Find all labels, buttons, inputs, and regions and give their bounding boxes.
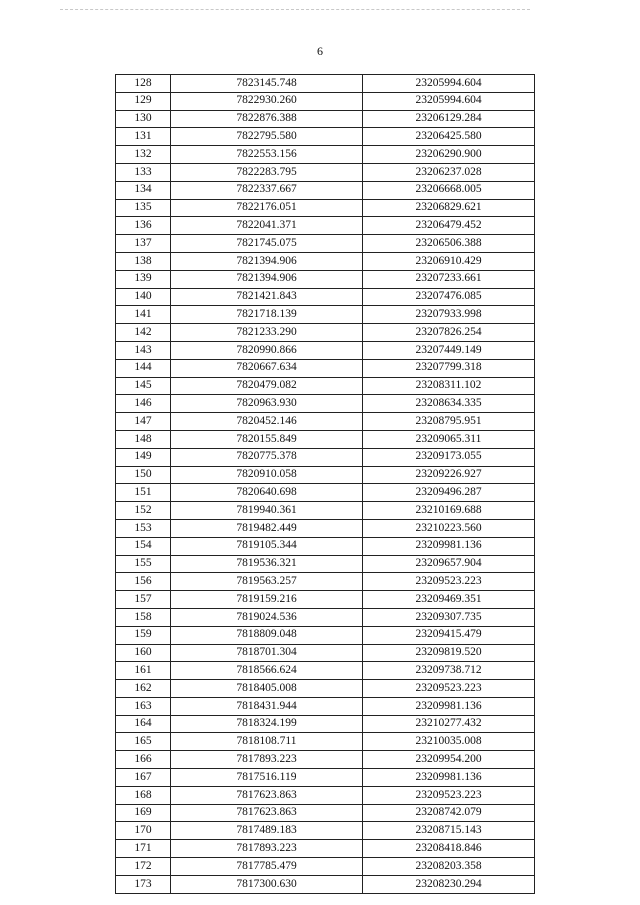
table-row <box>116 715 535 733</box>
x-coordinate-cell: 7820963.930 <box>171 395 363 413</box>
x-coordinate-cell: 7819563.257 <box>171 573 363 591</box>
table-row <box>116 555 535 573</box>
y-coordinate-cell: 23209415.479 <box>363 626 535 644</box>
y-coordinate-cell: 23205994.604 <box>363 75 535 93</box>
table-row <box>116 413 535 431</box>
x-coordinate-cell: 7822553.156 <box>171 146 363 164</box>
x-coordinate-cell: 7821421.843 <box>171 288 363 306</box>
point-number-cell: 163 <box>116 697 171 715</box>
y-coordinate-cell: 23209981.136 <box>363 769 535 787</box>
y-coordinate-cell: 23208634.335 <box>363 395 535 413</box>
x-coordinate-cell: 7820479.082 <box>171 377 363 395</box>
y-coordinate-cell: 23209657.904 <box>363 555 535 573</box>
x-coordinate-cell: 7821394.906 <box>171 270 363 288</box>
y-coordinate-cell: 23206668.005 <box>363 181 535 199</box>
table-row <box>116 484 535 502</box>
x-coordinate-cell: 7818701.304 <box>171 644 363 662</box>
y-coordinate-cell: 23209469.351 <box>363 591 535 609</box>
x-coordinate-cell: 7820640.698 <box>171 484 363 502</box>
point-number-cell: 152 <box>116 502 171 520</box>
point-number-cell: 154 <box>116 537 171 555</box>
point-number-cell: 162 <box>116 680 171 698</box>
point-number-cell: 164 <box>116 715 171 733</box>
y-coordinate-cell: 23207233.661 <box>363 270 535 288</box>
x-coordinate-cell: 7820910.058 <box>171 466 363 484</box>
table-row <box>116 430 535 448</box>
point-number-cell: 172 <box>116 858 171 876</box>
point-number-cell: 168 <box>116 786 171 804</box>
y-coordinate-cell: 23206290.900 <box>363 146 535 164</box>
y-coordinate-cell: 23209738.712 <box>363 662 535 680</box>
table-row <box>116 591 535 609</box>
x-coordinate-cell: 7819024.536 <box>171 608 363 626</box>
x-coordinate-cell: 7822283.795 <box>171 163 363 181</box>
x-coordinate-cell: 7817623.863 <box>171 804 363 822</box>
point-number-cell: 161 <box>116 662 171 680</box>
table-row <box>116 875 535 893</box>
y-coordinate-cell: 23206479.452 <box>363 217 535 235</box>
point-number-cell: 134 <box>116 181 171 199</box>
point-number-cell: 133 <box>116 163 171 181</box>
point-number-cell: 142 <box>116 324 171 342</box>
y-coordinate-cell: 23209173.055 <box>363 448 535 466</box>
y-coordinate-cell: 23209523.223 <box>363 680 535 698</box>
x-coordinate-cell: 7821394.906 <box>171 252 363 270</box>
table-row <box>116 822 535 840</box>
table-row <box>116 199 535 217</box>
scan-artifact-line <box>60 9 530 10</box>
y-coordinate-cell: 23206829.621 <box>363 199 535 217</box>
point-number-cell: 130 <box>116 110 171 128</box>
point-number-cell: 166 <box>116 751 171 769</box>
point-number-cell: 146 <box>116 395 171 413</box>
point-number-cell: 140 <box>116 288 171 306</box>
y-coordinate-cell: 23209307.735 <box>363 608 535 626</box>
point-number-cell: 157 <box>116 591 171 609</box>
coordinates-table <box>115 74 535 894</box>
table-row <box>116 537 535 555</box>
point-number-cell: 165 <box>116 733 171 751</box>
table-row <box>116 92 535 110</box>
x-coordinate-cell: 7819940.361 <box>171 502 363 520</box>
point-number-cell: 160 <box>116 644 171 662</box>
table-row <box>116 377 535 395</box>
y-coordinate-cell: 23208311.102 <box>363 377 535 395</box>
x-coordinate-cell: 7819536.321 <box>171 555 363 573</box>
table-row <box>116 359 535 377</box>
x-coordinate-cell: 7822876.388 <box>171 110 363 128</box>
y-coordinate-cell: 23209523.223 <box>363 786 535 804</box>
x-coordinate-cell: 7820990.866 <box>171 341 363 359</box>
point-number-cell: 132 <box>116 146 171 164</box>
y-coordinate-cell: 23208742.079 <box>363 804 535 822</box>
point-number-cell: 171 <box>116 840 171 858</box>
y-coordinate-cell: 23209981.136 <box>363 697 535 715</box>
table-row <box>116 769 535 787</box>
table-row <box>116 448 535 466</box>
table-row <box>116 751 535 769</box>
y-coordinate-cell: 23208715.143 <box>363 822 535 840</box>
point-number-cell: 150 <box>116 466 171 484</box>
table-row <box>116 608 535 626</box>
x-coordinate-cell: 7819105.344 <box>171 537 363 555</box>
point-number-cell: 153 <box>116 519 171 537</box>
x-coordinate-cell: 7818108.711 <box>171 733 363 751</box>
point-number-cell: 144 <box>116 359 171 377</box>
y-coordinate-cell: 23209496.287 <box>363 484 535 502</box>
table-row <box>116 804 535 822</box>
table-row <box>116 840 535 858</box>
point-number-cell: 131 <box>116 128 171 146</box>
x-coordinate-cell: 7818566.624 <box>171 662 363 680</box>
point-number-cell: 135 <box>116 199 171 217</box>
y-coordinate-cell: 23207476.085 <box>363 288 535 306</box>
point-number-cell: 136 <box>116 217 171 235</box>
y-coordinate-cell: 23209819.520 <box>363 644 535 662</box>
table-row <box>116 235 535 253</box>
y-coordinate-cell: 23209954.200 <box>363 751 535 769</box>
x-coordinate-cell: 7817785.479 <box>171 858 363 876</box>
y-coordinate-cell: 23209226.927 <box>363 466 535 484</box>
table-row <box>116 288 535 306</box>
y-coordinate-cell: 23206129.284 <box>363 110 535 128</box>
x-coordinate-cell: 7820775.378 <box>171 448 363 466</box>
table-row <box>116 626 535 644</box>
y-coordinate-cell: 23207933.998 <box>363 306 535 324</box>
x-coordinate-cell: 7822041.371 <box>171 217 363 235</box>
table-row <box>116 146 535 164</box>
x-coordinate-cell: 7820452.146 <box>171 413 363 431</box>
y-coordinate-cell: 23209981.136 <box>363 537 535 555</box>
y-coordinate-cell: 23207449.149 <box>363 341 535 359</box>
x-coordinate-cell: 7817893.223 <box>171 751 363 769</box>
x-coordinate-cell: 7817623.863 <box>171 786 363 804</box>
x-coordinate-cell: 7823145.748 <box>171 75 363 93</box>
y-coordinate-cell: 23208418.846 <box>363 840 535 858</box>
point-number-cell: 167 <box>116 769 171 787</box>
y-coordinate-cell: 23205994.604 <box>363 92 535 110</box>
table-row <box>116 252 535 270</box>
table-row <box>116 128 535 146</box>
x-coordinate-cell: 7822795.580 <box>171 128 363 146</box>
table-row <box>116 217 535 235</box>
y-coordinate-cell: 23206506.388 <box>363 235 535 253</box>
table-row <box>116 502 535 520</box>
table-row <box>116 270 535 288</box>
x-coordinate-cell: 7817489.183 <box>171 822 363 840</box>
table-row <box>116 644 535 662</box>
y-coordinate-cell: 23208230.294 <box>363 875 535 893</box>
point-number-cell: 128 <box>116 75 171 93</box>
y-coordinate-cell: 23210277.432 <box>363 715 535 733</box>
point-number-cell: 149 <box>116 448 171 466</box>
point-number-cell: 170 <box>116 822 171 840</box>
point-number-cell: 143 <box>116 341 171 359</box>
point-number-cell: 129 <box>116 92 171 110</box>
point-number-cell: 155 <box>116 555 171 573</box>
table-row <box>116 680 535 698</box>
table-row <box>116 786 535 804</box>
x-coordinate-cell: 7819159.216 <box>171 591 363 609</box>
table-row <box>116 573 535 591</box>
coordinates-table-body <box>116 75 535 894</box>
y-coordinate-cell: 23206237.028 <box>363 163 535 181</box>
table-row <box>116 395 535 413</box>
x-coordinate-cell: 7820155.849 <box>171 430 363 448</box>
x-coordinate-cell: 7818405.008 <box>171 680 363 698</box>
y-coordinate-cell: 23206910.429 <box>363 252 535 270</box>
point-number-cell: 148 <box>116 430 171 448</box>
x-coordinate-cell: 7819482.449 <box>171 519 363 537</box>
point-number-cell: 145 <box>116 377 171 395</box>
y-coordinate-cell: 23210223.560 <box>363 519 535 537</box>
point-number-cell: 169 <box>116 804 171 822</box>
y-coordinate-cell: 23209523.223 <box>363 573 535 591</box>
table-row <box>116 697 535 715</box>
y-coordinate-cell: 23208203.358 <box>363 858 535 876</box>
point-number-cell: 159 <box>116 626 171 644</box>
x-coordinate-cell: 7822337.667 <box>171 181 363 199</box>
y-coordinate-cell: 23207826.254 <box>363 324 535 342</box>
table-row <box>116 306 535 324</box>
table-row <box>116 110 535 128</box>
y-coordinate-cell: 23210169.688 <box>363 502 535 520</box>
x-coordinate-cell: 7817516.119 <box>171 769 363 787</box>
table-row <box>116 733 535 751</box>
table-row <box>116 75 535 93</box>
y-coordinate-cell: 23207799.318 <box>363 359 535 377</box>
point-number-cell: 147 <box>116 413 171 431</box>
table-row <box>116 519 535 537</box>
point-number-cell: 138 <box>116 252 171 270</box>
x-coordinate-cell: 7821718.139 <box>171 306 363 324</box>
point-number-cell: 137 <box>116 235 171 253</box>
y-coordinate-cell: 23206425.580 <box>363 128 535 146</box>
point-number-cell: 141 <box>116 306 171 324</box>
x-coordinate-cell: 7821233.290 <box>171 324 363 342</box>
point-number-cell: 173 <box>116 875 171 893</box>
x-coordinate-cell: 7817893.223 <box>171 840 363 858</box>
table-row <box>116 662 535 680</box>
table-row <box>116 466 535 484</box>
y-coordinate-cell: 23208795.951 <box>363 413 535 431</box>
x-coordinate-cell: 7821745.075 <box>171 235 363 253</box>
page-number: 6 <box>317 44 323 58</box>
point-number-cell: 156 <box>116 573 171 591</box>
table-row <box>116 341 535 359</box>
x-coordinate-cell: 7818809.048 <box>171 626 363 644</box>
x-coordinate-cell: 7822930.260 <box>171 92 363 110</box>
table-row <box>116 324 535 342</box>
point-number-cell: 151 <box>116 484 171 502</box>
y-coordinate-cell: 23209065.311 <box>363 430 535 448</box>
x-coordinate-cell: 7818431.944 <box>171 697 363 715</box>
x-coordinate-cell: 7820667.634 <box>171 359 363 377</box>
x-coordinate-cell: 7822176.051 <box>171 199 363 217</box>
point-number-cell: 139 <box>116 270 171 288</box>
x-coordinate-cell: 7817300.630 <box>171 875 363 893</box>
table-row <box>116 858 535 876</box>
x-coordinate-cell: 7818324.199 <box>171 715 363 733</box>
table-row <box>116 163 535 181</box>
point-number-cell: 158 <box>116 608 171 626</box>
table-row <box>116 181 535 199</box>
y-coordinate-cell: 23210035.008 <box>363 733 535 751</box>
